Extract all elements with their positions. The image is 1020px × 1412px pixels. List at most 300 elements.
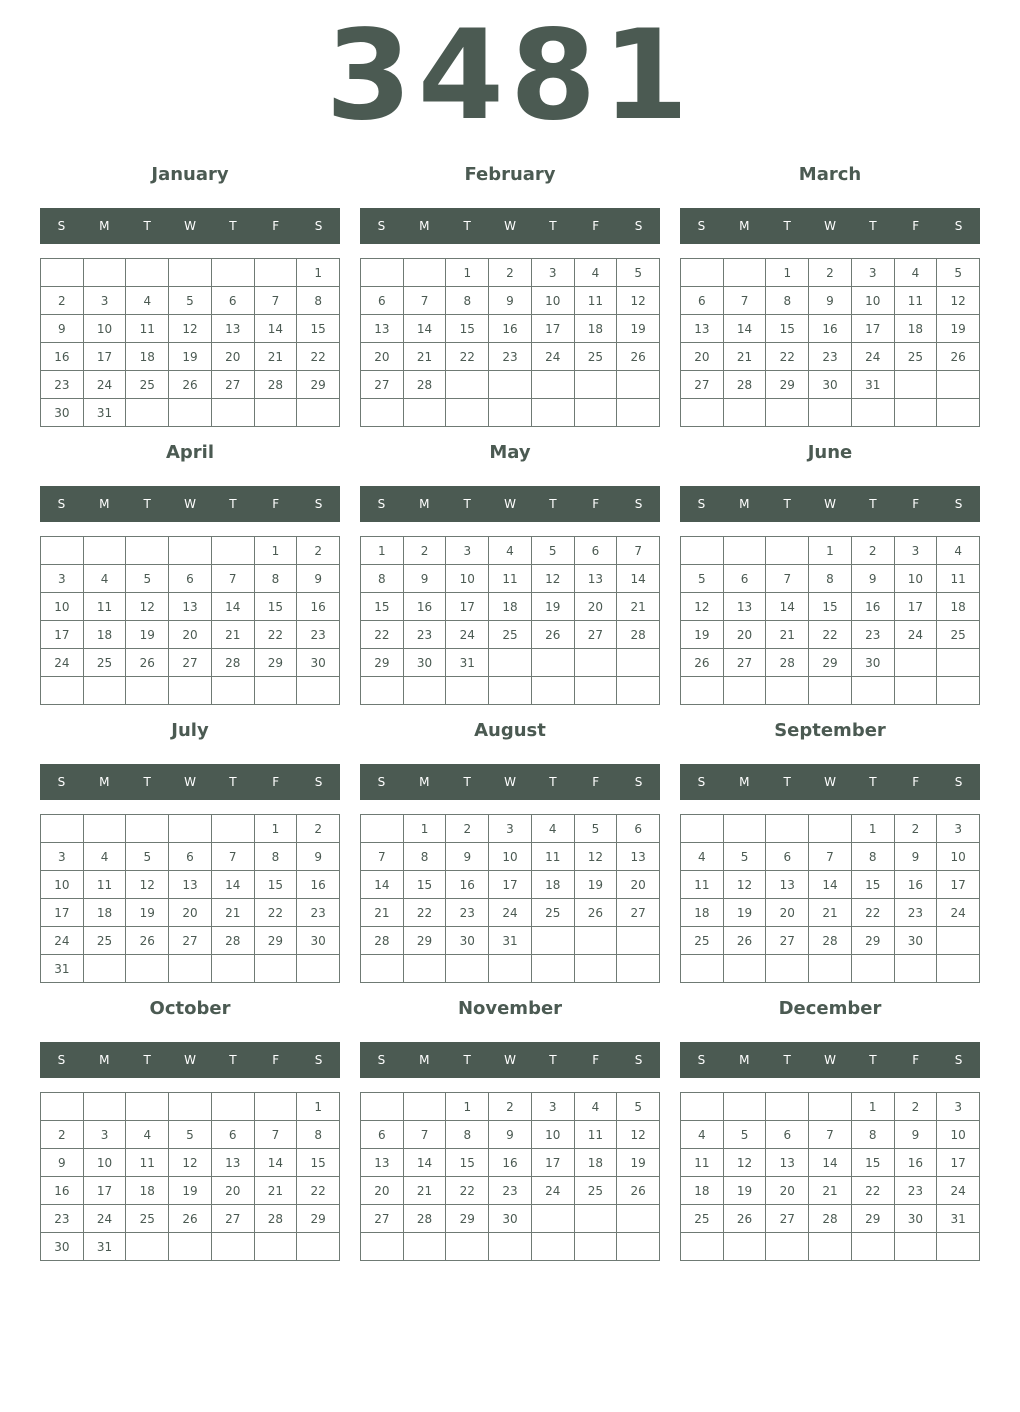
- empty-day-cell: [895, 677, 938, 705]
- day-grid: [680, 814, 980, 983]
- day-cell: 30: [41, 399, 84, 427]
- day-cell: 3: [41, 843, 84, 871]
- day-grid: [360, 536, 660, 705]
- empty-day-cell: [297, 955, 340, 983]
- empty-day-cell: [766, 1233, 809, 1261]
- weekday-label: T: [143, 219, 151, 233]
- weekday-label: F: [912, 497, 920, 511]
- day-cell: 18: [681, 1177, 724, 1205]
- day-cell: 6: [361, 287, 404, 315]
- day-cell: 14: [212, 871, 255, 899]
- day-cell: 14: [809, 1149, 852, 1177]
- day-cell: 11: [681, 1149, 724, 1177]
- day-cell: 31: [84, 399, 127, 427]
- empty-day-cell: [617, 677, 660, 705]
- day-cell: 17: [532, 315, 575, 343]
- empty-day-cell: [809, 955, 852, 983]
- day-cell: 2: [297, 537, 340, 565]
- day-cell: 23: [895, 1177, 938, 1205]
- day-cell: 22: [766, 343, 809, 371]
- day-cell: 6: [169, 843, 212, 871]
- day-cell: 27: [724, 649, 767, 677]
- day-cell: 25: [895, 343, 938, 371]
- weekday-label: T: [229, 219, 237, 233]
- empty-day-cell: [617, 955, 660, 983]
- day-grid: [360, 814, 660, 983]
- weekday-label: S: [314, 1053, 323, 1067]
- day-cell: 23: [297, 621, 340, 649]
- weekday-label: M: [99, 497, 110, 511]
- day-cell: 17: [84, 1177, 127, 1205]
- day-cell: 24: [852, 343, 895, 371]
- day-cell: 25: [126, 1205, 169, 1233]
- day-cell: 17: [41, 899, 84, 927]
- weekday-label: S: [314, 219, 323, 233]
- empty-day-cell: [937, 1233, 980, 1261]
- day-cell: 13: [212, 1149, 255, 1177]
- weekday-label: M: [739, 219, 750, 233]
- day-cell: 3: [84, 287, 127, 315]
- day-cell: 25: [937, 621, 980, 649]
- weekday-label: T: [783, 219, 791, 233]
- day-cell: 22: [297, 1177, 340, 1205]
- empty-day-cell: [169, 1093, 212, 1121]
- day-cell: 9: [852, 565, 895, 593]
- day-cell: 19: [169, 343, 212, 371]
- day-cell: 9: [297, 843, 340, 871]
- day-cell: 10: [895, 565, 938, 593]
- day-cell: 26: [617, 343, 660, 371]
- empty-day-cell: [532, 955, 575, 983]
- empty-day-cell: [212, 537, 255, 565]
- month-name: February: [464, 164, 556, 185]
- day-cell: 22: [446, 1177, 489, 1205]
- day-cell: 10: [446, 565, 489, 593]
- day-cell: 21: [212, 621, 255, 649]
- day-cell: 19: [532, 593, 575, 621]
- weekday-header: [40, 1042, 340, 1078]
- day-cell: 26: [681, 649, 724, 677]
- empty-day-cell: [41, 1093, 84, 1121]
- day-cell: 14: [617, 565, 660, 593]
- weekday-label: F: [592, 1053, 600, 1067]
- day-cell: 13: [724, 593, 767, 621]
- day-cell: 8: [255, 565, 298, 593]
- day-cell: 11: [84, 593, 127, 621]
- day-cell: 7: [361, 843, 404, 871]
- empty-day-cell: [126, 677, 169, 705]
- weekday-label: S: [57, 1053, 66, 1067]
- empty-day-cell: [297, 1233, 340, 1261]
- day-cell: 27: [766, 927, 809, 955]
- empty-day-cell: [766, 955, 809, 983]
- day-cell: 26: [169, 371, 212, 399]
- empty-day-cell: [169, 677, 212, 705]
- day-cell: 5: [169, 1121, 212, 1149]
- empty-day-cell: [766, 1093, 809, 1121]
- day-cell: 1: [255, 815, 298, 843]
- empty-day-cell: [446, 1233, 489, 1261]
- day-cell: 4: [681, 1121, 724, 1149]
- day-cell: 18: [937, 593, 980, 621]
- month-name: September: [774, 720, 886, 741]
- day-cell: 31: [489, 927, 532, 955]
- day-cell: 9: [895, 1121, 938, 1149]
- day-cell: 7: [404, 287, 447, 315]
- empty-day-cell: [169, 955, 212, 983]
- day-cell: 14: [724, 315, 767, 343]
- day-cell: 20: [212, 343, 255, 371]
- empty-day-cell: [255, 677, 298, 705]
- day-cell: 4: [681, 843, 724, 871]
- empty-day-cell: [575, 677, 618, 705]
- empty-day-cell: [852, 1233, 895, 1261]
- day-cell: 2: [404, 537, 447, 565]
- day-cell: 26: [617, 1177, 660, 1205]
- weekday-label: T: [229, 775, 237, 789]
- day-cell: 16: [489, 315, 532, 343]
- day-cell: 11: [681, 871, 724, 899]
- day-cell: 23: [809, 343, 852, 371]
- empty-day-cell: [575, 927, 618, 955]
- day-cell: 19: [724, 899, 767, 927]
- empty-day-cell: [681, 399, 724, 427]
- weekday-label: T: [549, 219, 557, 233]
- day-cell: 5: [681, 565, 724, 593]
- day-cell: 10: [532, 287, 575, 315]
- empty-day-cell: [361, 1233, 404, 1261]
- empty-day-cell: [489, 371, 532, 399]
- day-cell: 6: [169, 565, 212, 593]
- day-cell: 12: [724, 871, 767, 899]
- day-cell: 15: [404, 871, 447, 899]
- day-cell: 1: [446, 1093, 489, 1121]
- day-cell: 15: [809, 593, 852, 621]
- weekday-label: F: [912, 775, 920, 789]
- day-cell: 13: [169, 593, 212, 621]
- empty-day-cell: [446, 955, 489, 983]
- empty-day-cell: [532, 677, 575, 705]
- empty-day-cell: [937, 927, 980, 955]
- day-cell: 17: [937, 871, 980, 899]
- day-cell: 3: [532, 259, 575, 287]
- day-cell: 17: [852, 315, 895, 343]
- day-cell: 25: [126, 371, 169, 399]
- day-cell: 3: [937, 815, 980, 843]
- day-cell: 2: [489, 259, 532, 287]
- weekday-label: W: [184, 775, 196, 789]
- day-cell: 29: [297, 371, 340, 399]
- empty-day-cell: [41, 815, 84, 843]
- empty-day-cell: [937, 955, 980, 983]
- empty-day-cell: [126, 955, 169, 983]
- empty-day-cell: [681, 259, 724, 287]
- day-cell: 12: [126, 871, 169, 899]
- weekday-label: W: [504, 497, 516, 511]
- day-cell: 18: [126, 1177, 169, 1205]
- day-cell: 28: [404, 1205, 447, 1233]
- weekday-label: S: [377, 497, 386, 511]
- day-cell: 9: [41, 1149, 84, 1177]
- weekday-label: W: [824, 219, 836, 233]
- day-cell: 11: [575, 287, 618, 315]
- empty-day-cell: [724, 537, 767, 565]
- month-name: December: [778, 998, 882, 1019]
- empty-day-cell: [766, 399, 809, 427]
- day-cell: 8: [852, 843, 895, 871]
- weekday-label: M: [419, 1053, 430, 1067]
- day-cell: 12: [169, 315, 212, 343]
- empty-day-cell: [446, 677, 489, 705]
- empty-day-cell: [489, 677, 532, 705]
- day-cell: 9: [404, 565, 447, 593]
- weekday-label: S: [57, 497, 66, 511]
- weekday-label: T: [869, 775, 877, 789]
- day-cell: 8: [852, 1121, 895, 1149]
- day-cell: 12: [724, 1149, 767, 1177]
- day-cell: 8: [446, 287, 489, 315]
- day-cell: 29: [852, 1205, 895, 1233]
- weekday-label: W: [184, 1053, 196, 1067]
- day-cell: 6: [766, 843, 809, 871]
- day-cell: 12: [532, 565, 575, 593]
- empty-day-cell: [84, 677, 127, 705]
- weekday-label: F: [272, 219, 280, 233]
- day-cell: 15: [361, 593, 404, 621]
- day-cell: 11: [126, 315, 169, 343]
- weekday-label: S: [634, 219, 643, 233]
- day-cell: 21: [724, 343, 767, 371]
- day-cell: 11: [895, 287, 938, 315]
- day-cell: 9: [446, 843, 489, 871]
- empty-day-cell: [126, 259, 169, 287]
- weekday-label: S: [634, 775, 643, 789]
- weekday-label: T: [463, 1053, 471, 1067]
- empty-day-cell: [404, 955, 447, 983]
- weekday-label: F: [592, 775, 600, 789]
- weekday-label: T: [549, 775, 557, 789]
- day-cell: 24: [895, 621, 938, 649]
- day-cell: 21: [617, 593, 660, 621]
- month-name: August: [474, 720, 546, 741]
- day-cell: 29: [809, 649, 852, 677]
- empty-day-cell: [766, 815, 809, 843]
- day-cell: 3: [937, 1093, 980, 1121]
- empty-day-cell: [766, 537, 809, 565]
- empty-day-cell: [617, 1233, 660, 1261]
- empty-day-cell: [404, 1233, 447, 1261]
- day-cell: 15: [852, 871, 895, 899]
- day-cell: 28: [766, 649, 809, 677]
- empty-day-cell: [169, 1233, 212, 1261]
- day-cell: 15: [852, 1149, 895, 1177]
- weekday-label: T: [549, 497, 557, 511]
- day-cell: 4: [937, 537, 980, 565]
- day-cell: 28: [724, 371, 767, 399]
- day-cell: 14: [255, 1149, 298, 1177]
- weekday-label: T: [143, 1053, 151, 1067]
- day-cell: 7: [212, 565, 255, 593]
- empty-day-cell: [617, 371, 660, 399]
- day-grid: [360, 1092, 660, 1261]
- empty-day-cell: [404, 677, 447, 705]
- day-cell: 10: [937, 843, 980, 871]
- day-cell: 21: [404, 1177, 447, 1205]
- day-cell: 21: [809, 899, 852, 927]
- empty-day-cell: [937, 371, 980, 399]
- day-cell: 29: [361, 649, 404, 677]
- day-cell: 14: [361, 871, 404, 899]
- day-cell: 6: [575, 537, 618, 565]
- day-cell: 27: [575, 621, 618, 649]
- day-cell: 20: [169, 899, 212, 927]
- month-name: March: [798, 164, 862, 185]
- day-grid: [40, 258, 340, 427]
- empty-day-cell: [532, 1205, 575, 1233]
- day-cell: 5: [617, 1093, 660, 1121]
- day-cell: 22: [255, 621, 298, 649]
- day-cell: 28: [809, 1205, 852, 1233]
- day-cell: 24: [84, 1205, 127, 1233]
- day-cell: 27: [766, 1205, 809, 1233]
- day-cell: 7: [809, 843, 852, 871]
- weekday-label: S: [57, 219, 66, 233]
- day-cell: 19: [126, 899, 169, 927]
- day-cell: 23: [489, 1177, 532, 1205]
- day-cell: 4: [126, 287, 169, 315]
- empty-day-cell: [852, 955, 895, 983]
- day-cell: 1: [852, 1093, 895, 1121]
- empty-day-cell: [212, 1093, 255, 1121]
- day-cell: 4: [84, 565, 127, 593]
- empty-day-cell: [212, 399, 255, 427]
- day-cell: 8: [297, 1121, 340, 1149]
- empty-day-cell: [681, 1093, 724, 1121]
- day-cell: 7: [255, 287, 298, 315]
- empty-day-cell: [617, 1205, 660, 1233]
- empty-day-cell: [532, 927, 575, 955]
- day-cell: 10: [489, 843, 532, 871]
- day-cell: 28: [404, 371, 447, 399]
- day-cell: 30: [297, 927, 340, 955]
- day-cell: 23: [41, 1205, 84, 1233]
- day-cell: 27: [361, 371, 404, 399]
- day-cell: 6: [617, 815, 660, 843]
- weekday-label: S: [697, 1053, 706, 1067]
- day-cell: 9: [809, 287, 852, 315]
- weekday-label: F: [272, 497, 280, 511]
- day-cell: 1: [297, 1093, 340, 1121]
- weekday-label: W: [824, 497, 836, 511]
- day-cell: 22: [852, 1177, 895, 1205]
- empty-day-cell: [937, 677, 980, 705]
- day-cell: 16: [895, 871, 938, 899]
- weekday-label: S: [634, 497, 643, 511]
- day-cell: 22: [809, 621, 852, 649]
- day-grid: [360, 258, 660, 427]
- day-cell: 8: [766, 287, 809, 315]
- day-cell: 9: [489, 287, 532, 315]
- empty-day-cell: [724, 1233, 767, 1261]
- day-cell: 15: [297, 315, 340, 343]
- empty-day-cell: [895, 955, 938, 983]
- day-cell: 3: [84, 1121, 127, 1149]
- day-cell: 6: [724, 565, 767, 593]
- day-cell: 4: [895, 259, 938, 287]
- empty-day-cell: [126, 399, 169, 427]
- empty-day-cell: [617, 649, 660, 677]
- day-cell: 12: [169, 1149, 212, 1177]
- weekday-label: S: [697, 219, 706, 233]
- day-cell: 26: [126, 927, 169, 955]
- empty-day-cell: [809, 1093, 852, 1121]
- day-cell: 10: [532, 1121, 575, 1149]
- day-cell: 21: [809, 1177, 852, 1205]
- weekday-label: T: [783, 775, 791, 789]
- day-cell: 29: [446, 1205, 489, 1233]
- day-cell: 12: [575, 843, 618, 871]
- day-grid: [40, 536, 340, 705]
- day-cell: 2: [895, 815, 938, 843]
- empty-day-cell: [446, 399, 489, 427]
- day-cell: 22: [255, 899, 298, 927]
- day-cell: 17: [937, 1149, 980, 1177]
- day-cell: 19: [617, 1149, 660, 1177]
- day-cell: 13: [766, 1149, 809, 1177]
- day-cell: 9: [41, 315, 84, 343]
- day-cell: 23: [446, 899, 489, 927]
- empty-day-cell: [724, 677, 767, 705]
- day-cell: 30: [297, 649, 340, 677]
- day-cell: 23: [297, 899, 340, 927]
- weekday-label: F: [272, 1053, 280, 1067]
- weekday-label: T: [229, 497, 237, 511]
- day-cell: 31: [41, 955, 84, 983]
- day-cell: 3: [446, 537, 489, 565]
- day-cell: 24: [489, 899, 532, 927]
- day-cell: 20: [575, 593, 618, 621]
- day-cell: 14: [212, 593, 255, 621]
- empty-day-cell: [361, 677, 404, 705]
- empty-day-cell: [532, 399, 575, 427]
- day-cell: 15: [255, 871, 298, 899]
- day-cell: 26: [724, 1205, 767, 1233]
- empty-day-cell: [724, 955, 767, 983]
- day-cell: 12: [617, 1121, 660, 1149]
- day-cell: 30: [809, 371, 852, 399]
- day-cell: 23: [489, 343, 532, 371]
- weekday-label: F: [272, 775, 280, 789]
- empty-day-cell: [937, 399, 980, 427]
- day-cell: 15: [766, 315, 809, 343]
- day-cell: 16: [41, 1177, 84, 1205]
- day-cell: 1: [361, 537, 404, 565]
- empty-day-cell: [212, 259, 255, 287]
- day-cell: 10: [41, 871, 84, 899]
- day-cell: 1: [297, 259, 340, 287]
- day-cell: 5: [532, 537, 575, 565]
- day-cell: 22: [446, 343, 489, 371]
- weekday-header: [40, 486, 340, 522]
- weekday-label: S: [954, 1053, 963, 1067]
- empty-day-cell: [681, 1233, 724, 1261]
- day-cell: 31: [446, 649, 489, 677]
- day-cell: 1: [404, 815, 447, 843]
- weekday-label: M: [99, 1053, 110, 1067]
- empty-day-cell: [84, 259, 127, 287]
- empty-day-cell: [446, 371, 489, 399]
- day-cell: 15: [446, 315, 489, 343]
